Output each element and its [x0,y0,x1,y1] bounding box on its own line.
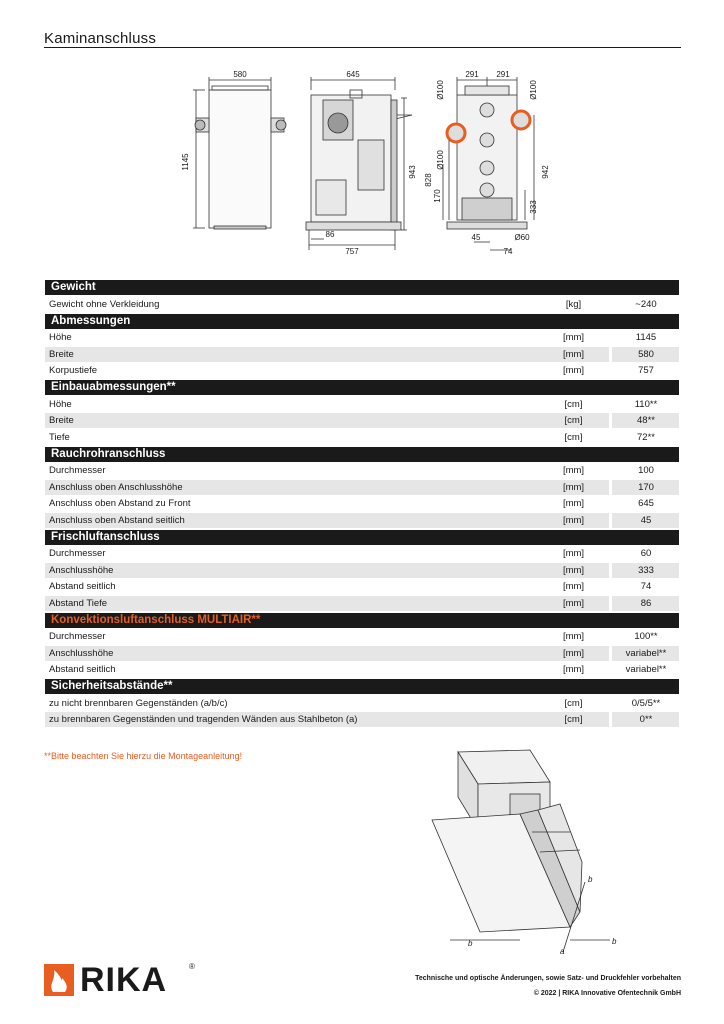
section-header: Sicherheitsabstände** [45,679,679,694]
dim-back-74: 74 [503,247,513,256]
column-separator [609,297,612,312]
rika-logo [44,962,194,998]
footnote: **Bitte beachten Sie hierzu die Montageanleitung! [44,751,243,761]
table-row [45,397,679,412]
disclaimer: Technische und optische Änderungen, sowie Satz- und Druckfehler vorbehalten [415,975,681,982]
dim-side-height: 943 [408,165,417,179]
row-unit: [mm] [562,332,585,343]
isometric-drawing [420,742,630,957]
dim-front-width: 580 [233,70,247,79]
dim-back-half-left: 291 [465,70,479,79]
row-value: 0/5/5** [631,697,661,709]
column-separator [609,712,612,727]
table-row [45,463,679,478]
row-unit: [cm] [564,398,583,410]
row-value: variabel** [625,664,667,675]
row-label: Anschlusshöhe [49,647,114,659]
table-row [45,629,679,644]
side-view-drawing [306,77,412,250]
table-row [45,413,679,428]
table-row [45,330,679,345]
front-view-drawing [193,77,286,229]
row-value: 333 [638,564,654,576]
row-label: Durchmesser [49,631,106,642]
table-row [45,430,679,445]
row-label: Korpustiefe [49,365,98,376]
dim-back-d100-right: Ø100 [529,80,538,100]
row-unit: [mm] [562,514,585,526]
column-separator [609,347,612,362]
row-unit: [mm] [562,597,585,609]
dim-back-half-right: 291 [496,70,510,79]
row-value: 72** [637,431,655,443]
row-value: 60 [640,548,652,559]
section-header: Frischluftanschluss [45,530,679,545]
dim-back-333: 333 [529,200,538,214]
row-label: Anschluss oben Abstand zu Front [49,498,191,509]
row-label: Durchmesser [49,465,106,476]
column-separator [609,496,612,511]
column-separator [609,546,612,561]
title-divider [44,47,681,48]
table-row [45,363,679,378]
row-label: Höhe [49,332,72,343]
row-label: zu nicht brennbaren Gegenständen (a/b/c) [49,697,228,709]
row-unit: [cm] [564,415,583,426]
flame-icon [44,962,74,998]
column-separator [609,662,612,677]
column-separator [609,480,612,495]
table-row [45,546,679,561]
table-row [45,712,679,727]
column-separator [609,563,612,578]
section-header: Gewicht [45,280,679,295]
row-label: zu brennbaren Gegenständen und tragenden Wänden aus Stahlbeton (a) [49,714,358,725]
row-unit: [mm] [562,581,585,592]
row-unit: [cm] [564,697,583,709]
section-header: Einbauabmessungen** [45,380,679,395]
row-unit: [mm] [562,481,585,493]
row-value: 0** [639,714,653,725]
dim-back-942: 942 [541,165,550,179]
row-value: 110** [634,398,658,410]
row-label: Höhe [49,398,72,410]
table-row [45,579,679,594]
dim-back-45: 45 [471,233,481,242]
column-separator [609,629,612,644]
row-label: Abstand seitlich [49,581,116,592]
row-label: Tiefe [49,431,70,443]
row-unit: [mm] [562,564,585,576]
section-header: Abmessungen [45,314,679,329]
section-header: Rauchrohranschluss [45,447,679,462]
table-row [45,496,679,511]
row-unit: [mm] [562,548,585,559]
row-value: 86 [640,597,652,609]
table-row [45,596,679,611]
row-unit: [mm] [562,465,585,476]
column-separator [609,463,612,478]
copyright: © 2022 | RIKA Innovative Ofentechnik GmbH [533,990,681,997]
table-row [45,563,679,578]
row-label: Anschluss oben Abstand seitlich [49,514,185,526]
column-separator [609,513,612,528]
table-row [45,662,679,677]
dim-back-170: 170 [433,189,442,203]
iso-label-b2: b [612,937,617,946]
table-row [45,347,679,362]
table-row [45,297,679,312]
column-separator [609,646,612,661]
row-value: 100 [638,465,654,476]
row-value: 45 [640,514,652,526]
row-unit: [mm] [562,365,585,376]
table-row [45,480,679,495]
row-value: 645 [638,498,654,509]
iso-label-b3: b [468,939,473,948]
row-label: Anschluss oben Anschlusshöhe [49,481,183,493]
table-row [45,513,679,528]
section-header: Konvektionsluftanschluss MULTIAIR** [45,613,679,628]
dim-side-depth-top: 645 [346,70,360,79]
table-row [45,696,679,711]
brand-name: RIKA [80,961,168,999]
row-value: 48** [637,415,655,426]
row-value: ~240 [635,298,657,310]
iso-label-a: a [560,947,565,956]
back-view-drawing [443,77,534,250]
dim-back-d100-mid: Ø100 [436,150,445,170]
registered-mark: ® [189,962,195,971]
row-label: Breite [49,348,74,360]
row-value: variabel** [625,647,667,659]
row-value: 100** [634,631,658,642]
row-value: 1145 [635,332,657,343]
row-label: Abstand Tiefe [49,597,108,609]
row-unit: [cm] [564,431,583,443]
column-separator [609,596,612,611]
row-label: Anschlusshöhe [49,564,114,576]
dim-side-offset: 86 [325,230,335,239]
row-unit: [mm] [562,348,585,360]
column-separator [609,330,612,345]
column-separator [609,579,612,594]
row-unit: [mm] [562,664,585,675]
row-value: 757 [638,365,654,376]
dim-front-height: 1145 [181,153,190,171]
row-label: Abstand seitlich [49,664,116,675]
column-separator [609,430,612,445]
row-unit: [cm] [564,714,583,725]
dim-back-828: 828 [424,173,433,187]
dim-back-d100-left: Ø100 [436,80,445,100]
technical-drawings [0,60,724,270]
table-row [45,646,679,661]
row-label: Durchmesser [49,548,106,559]
row-unit: [kg] [565,298,582,310]
iso-label-b1: b [588,875,593,884]
row-value: 74 [640,581,652,592]
dim-back-d60: Ø60 [514,233,530,242]
column-separator [609,413,612,428]
column-separator [609,363,612,378]
row-unit: [mm] [562,647,585,659]
row-label: Gewicht ohne Verkleidung [49,298,160,310]
column-separator [609,696,612,711]
column-separator [609,397,612,412]
row-value: 580 [638,348,654,360]
dim-side-depth-bottom: 757 [345,247,359,256]
row-unit: [mm] [562,631,585,642]
row-label: Breite [49,415,74,426]
page-title: Kaminanschluss [44,30,157,47]
specs-table [45,278,679,727]
row-value: 170 [638,481,654,493]
row-unit: [mm] [562,498,585,509]
